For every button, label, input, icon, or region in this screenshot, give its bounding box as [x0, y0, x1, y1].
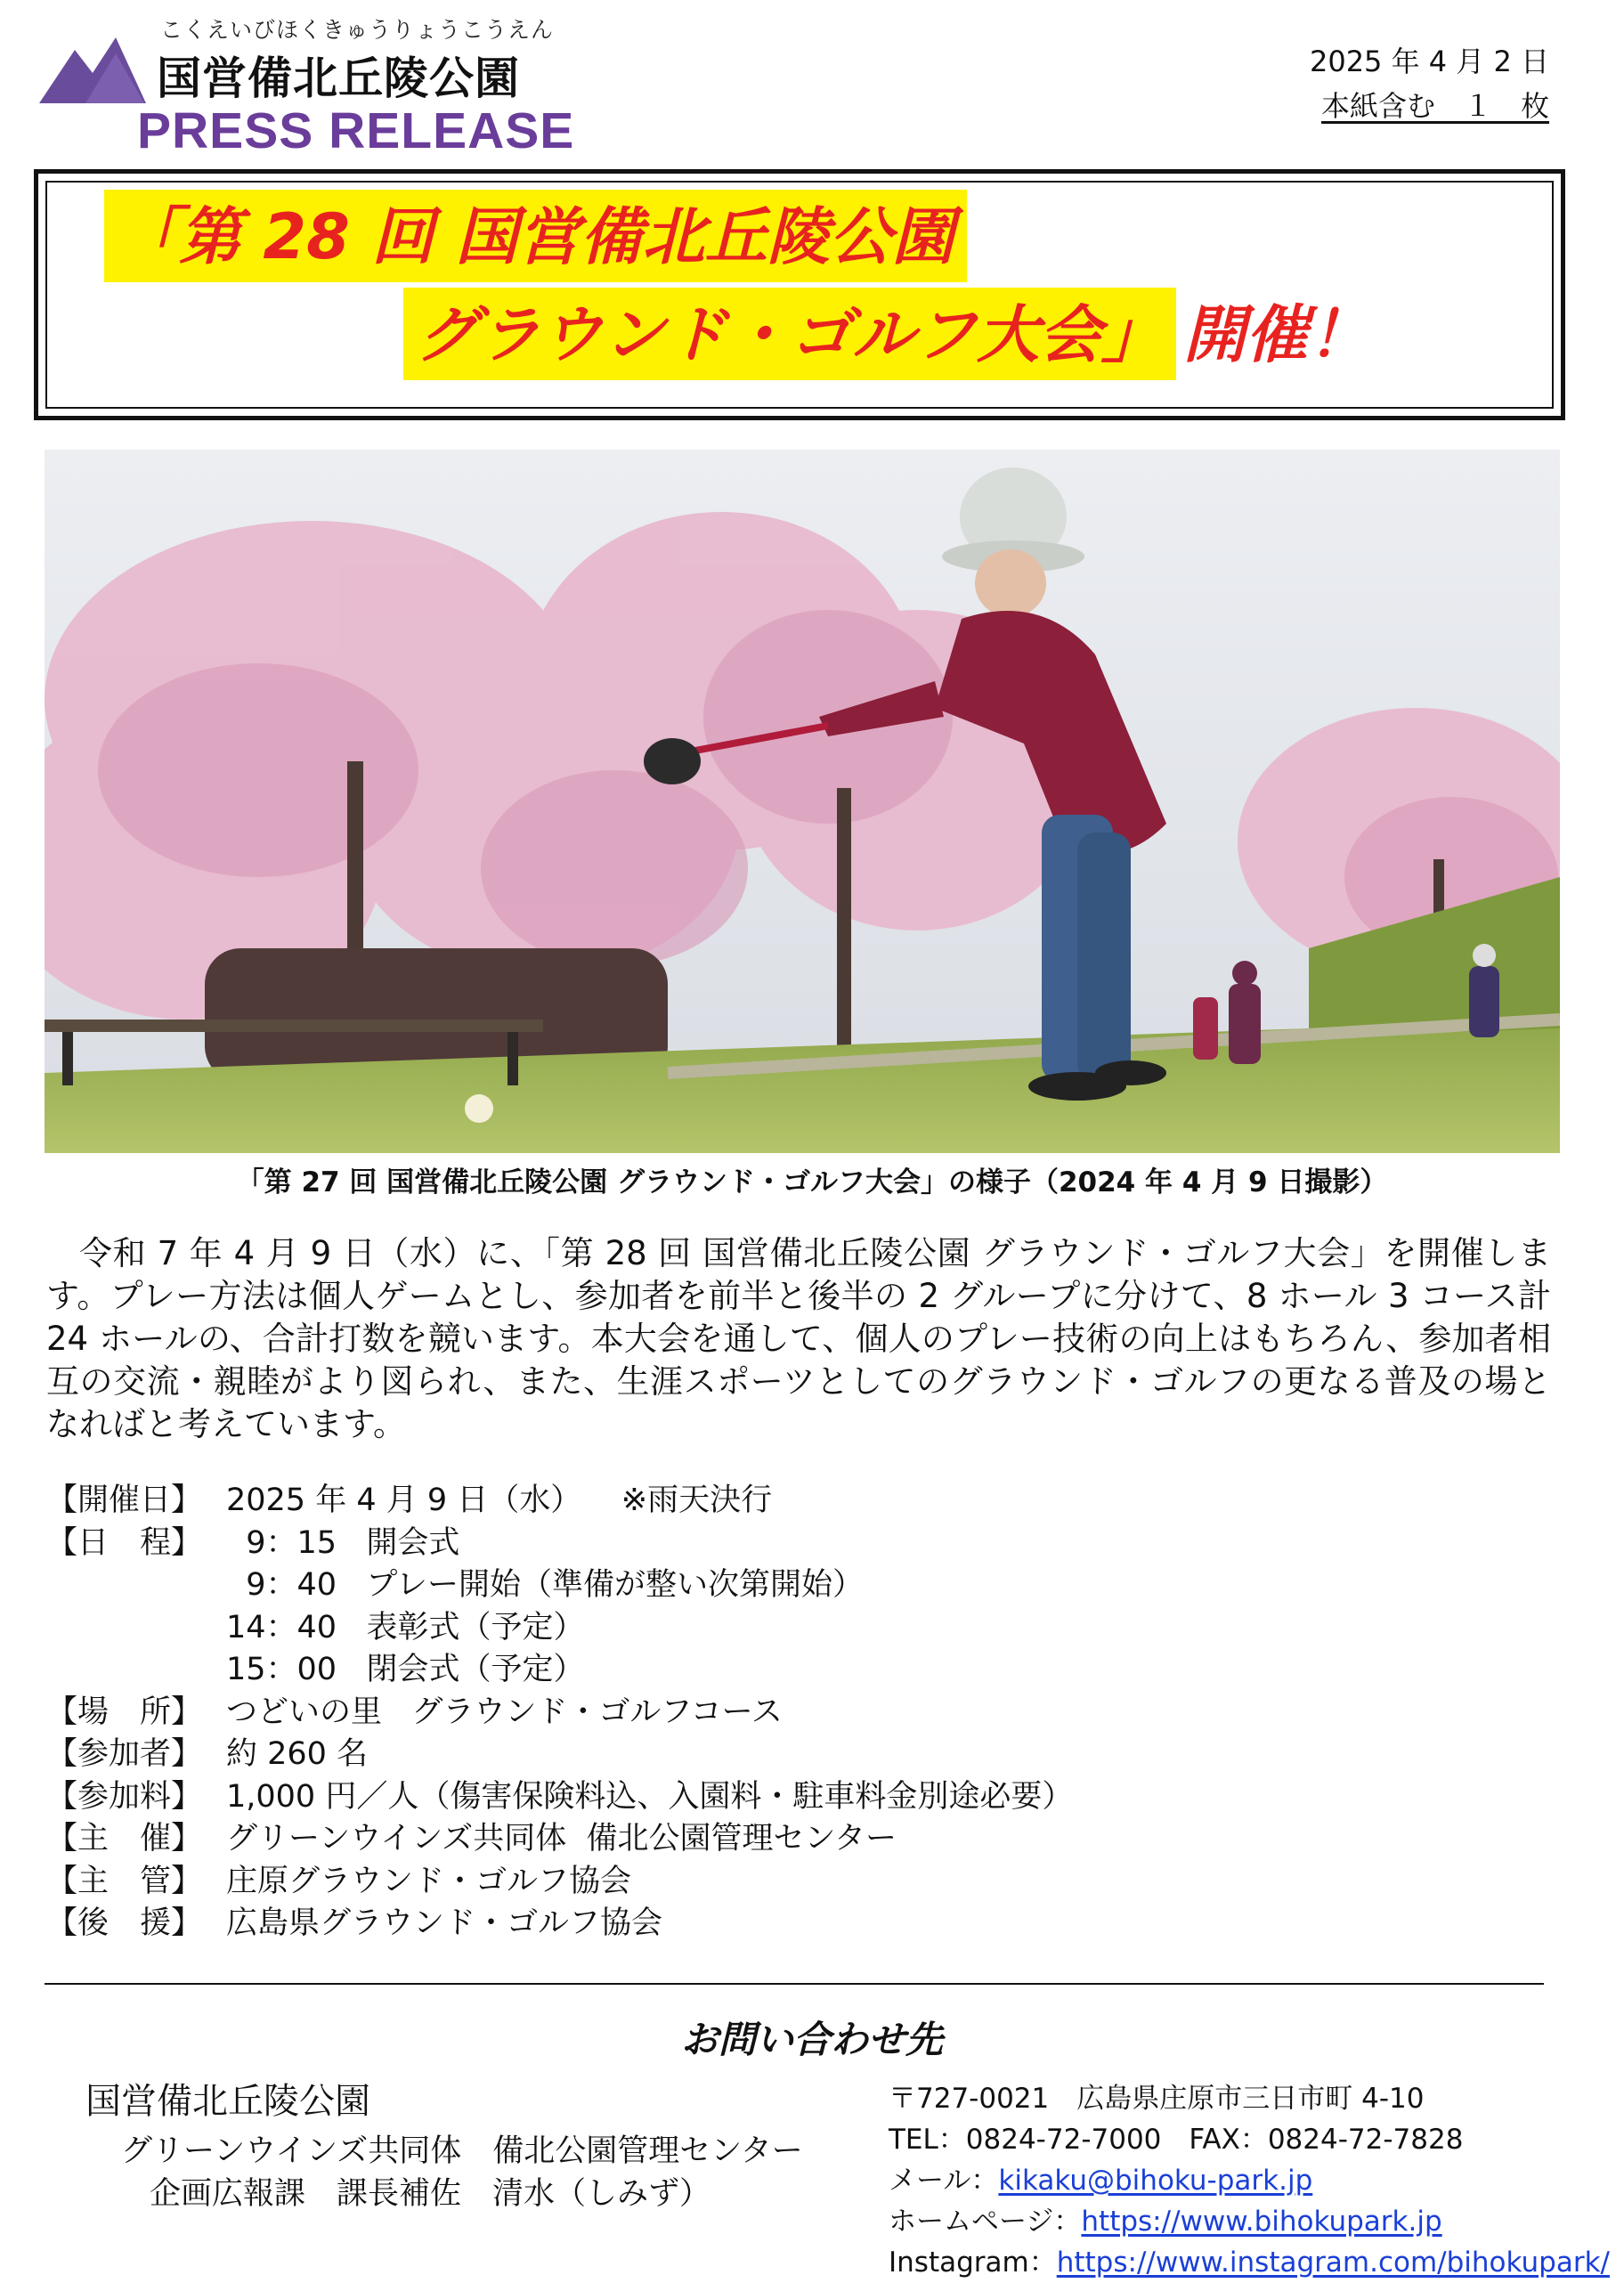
- section-divider: [45, 1983, 1544, 1985]
- detail-value: 広島県グラウンド・ゴルフ協会: [226, 1905, 663, 1941]
- contact-heading: お問い合わせ先: [680, 2018, 943, 2061]
- detail-row-management: [46, 1861, 1073, 1904]
- logo-ruby-text: こくえいびほくきゅうりょうこうえん: [160, 17, 555, 43]
- detail-label: [46, 1564, 226, 1607]
- detail-label: 【参加者】: [46, 1736, 203, 1772]
- contact-org: 国営備北丘陵公園: [85, 2081, 370, 2122]
- detail-label: 【主 催】: [46, 1821, 203, 1856]
- title-inner-border: [45, 181, 1554, 409]
- detail-row-date: [46, 1480, 1073, 1523]
- title-line-2-highlight: グラウンド・ゴルフ大会」: [403, 288, 1176, 380]
- intro-paragraph: 令和 7 年 4 月 9 日（水）に、「第 28 回 国営備北丘陵公園 グラウンド・ゴルフ大会」を開催します。プレー方法は個人ゲームとし、参加者を前半と後半の 2 グループに分けて、8 ホール 3 コース計 24 ホールの、合計打数を競います。本大会を通して、個人のプレー技術の向上はもちろん、参加者相互の交流・親睦がより図られ、また、生涯スポーツとしてのグラウンド・ゴルフの更なる普及の場となればと考えています。: [46, 1234, 1551, 1443]
- detail-label: 【参加料】: [46, 1778, 203, 1815]
- contact-address-block: [889, 2078, 1610, 2283]
- release-date: 2025 年 4 月 2 日: [1309, 45, 1549, 78]
- detail-value: 庄原グラウンド・ゴルフ協会: [226, 1863, 632, 1899]
- mail-link[interactable]: kikaku@bihoku-park.jp: [998, 2165, 1313, 2197]
- detail-row-schedule: [46, 1523, 1073, 1565]
- logo-name: 国営備北丘陵公園: [157, 53, 520, 104]
- contact-address: 〒727-0021 広島県庄原市三日市町 4-10: [889, 2083, 1425, 2115]
- photo-caption: 「第 27 回 国営備北丘陵公園 グラウンド・ゴルフ大会」の様子（2024 年 4 月 9 日撮影）: [236, 1166, 1388, 1198]
- detail-row-participants: [46, 1734, 1073, 1776]
- detail-row-schedule-4: [46, 1649, 1073, 1692]
- contact-person: 企画広報課 課長補佐 清水（しみず）: [150, 2176, 711, 2212]
- detail-row-organizer: [46, 1818, 1073, 1861]
- title-box: [34, 169, 1565, 420]
- contact-tel-fax: TEL：0824-72-7000 FAX：0824-72-7828: [889, 2124, 1464, 2156]
- detail-row-schedule-3: [46, 1607, 1073, 1650]
- park-logo-icon: [39, 34, 146, 105]
- detail-label: [46, 1649, 226, 1692]
- press-release-heading: PRESS RELEASE: [137, 102, 575, 159]
- detail-value: 15：00 閉会式（予定）: [226, 1652, 585, 1687]
- detail-label: [46, 1607, 226, 1650]
- page-count: 本紙含む １ 枚: [1320, 89, 1549, 123]
- event-photo: [45, 450, 1560, 1153]
- title-line-2-plain: 開催！: [1183, 298, 1370, 371]
- detail-row-schedule-2: [46, 1564, 1073, 1607]
- detail-value: 9：15 開会式: [226, 1524, 460, 1561]
- detail-value: 1,000 円／人（傷害保険料込、入園料・駐車料金別途必要）: [226, 1778, 1074, 1815]
- detail-row-place: [46, 1692, 1073, 1735]
- detail-label: 【後 援】: [46, 1905, 203, 1941]
- contact-ig-row: [889, 2242, 1610, 2283]
- event-details: [46, 1480, 1073, 1946]
- detail-value: 9：40 プレー開始（準備が整い次第開始）: [226, 1567, 865, 1603]
- detail-value: つどいの里 グラウンド・ゴルフコース: [226, 1694, 783, 1730]
- contact-mail-row: [889, 2160, 1610, 2201]
- title-line-1: [104, 200, 967, 273]
- ig-label: Instagram：: [889, 2246, 1057, 2279]
- detail-row-support: [46, 1903, 1073, 1946]
- detail-value: 約 260 名: [226, 1736, 369, 1772]
- title-line-1-text: 「第 28 回 国営備北丘陵公園: [104, 190, 967, 282]
- detail-label: 【開催日】: [46, 1483, 203, 1518]
- title-line-2: [403, 298, 1370, 371]
- homepage-link[interactable]: https://www.bihokupark.jp: [1081, 2206, 1442, 2238]
- detail-label: 【主 管】: [46, 1863, 203, 1899]
- hp-label: ホームページ：: [889, 2206, 1082, 2238]
- detail-label: 【場 所】: [46, 1694, 203, 1730]
- instagram-link[interactable]: https://www.instagram.com/bihokupark/: [1056, 2246, 1610, 2279]
- detail-value: 14：40 表彰式（予定）: [226, 1609, 585, 1645]
- contact-hp-row: [889, 2201, 1610, 2242]
- contact-org-sub: グリーンウインズ共同体 備北公園管理センター: [121, 2133, 803, 2169]
- detail-label: 【日 程】: [46, 1524, 203, 1561]
- detail-value: 2025 年 4 月 9 日（水） ※雨天決行: [226, 1483, 773, 1518]
- detail-row-fee: [46, 1776, 1073, 1819]
- mail-label: メール：: [889, 2165, 999, 2197]
- detail-value: グリーンウインズ共同体 備北公園管理センター: [226, 1821, 897, 1856]
